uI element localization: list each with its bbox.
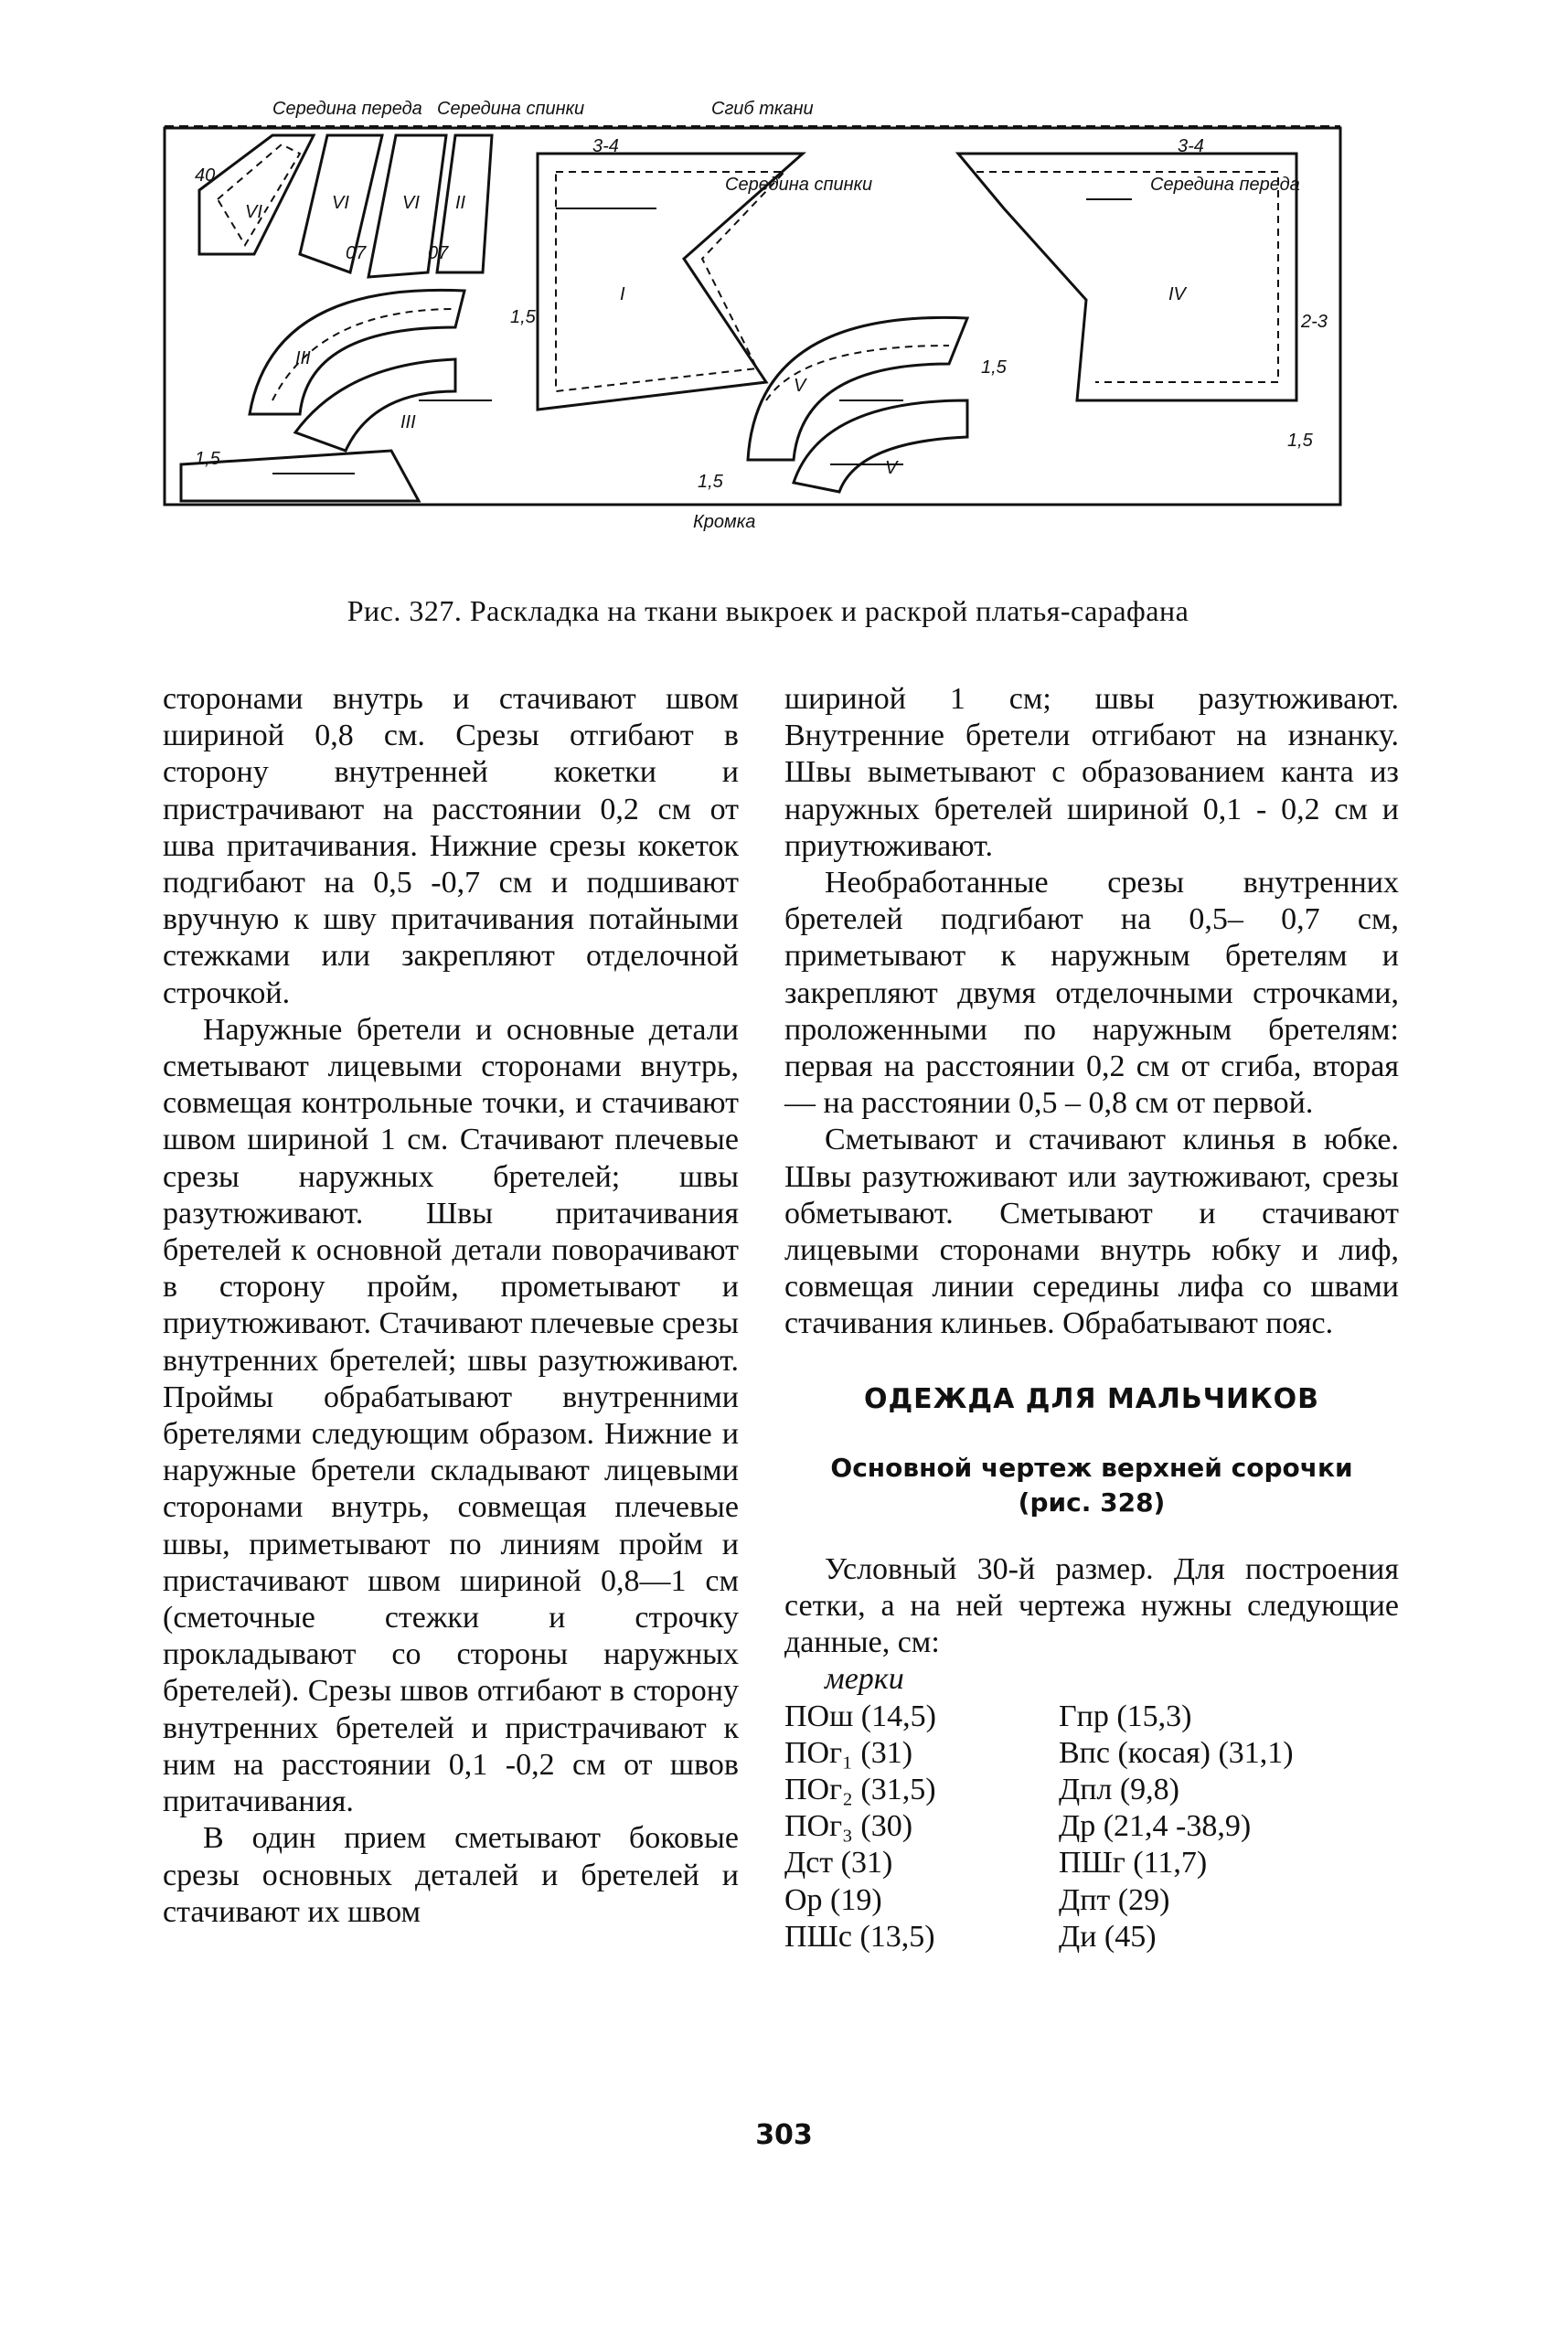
measurement: ПОш (14,5)	[784, 1699, 936, 1733]
dim-label: 2-3	[1301, 312, 1328, 332]
paragraph: Необработанные срезы внутренних бретелей подгибают на 0,5– 0,7 см, приметывают к наружным бретелям и закрепляют двумя отделочными строчками, проложенными по наружным бретелям: первая на расстоянии 0,2 см от сгиба, вторая — на расстоянии 0,5 – 0,8 см от первой.	[784, 866, 1399, 1121]
paragraph: шириной 1 см; швы разутюживают. Внутренние бретели отгибают на изнанку. Швы выметывают с образованием канта из наружных бретелей шириной 0,1 - 0,2 см и приутюживают.	[784, 682, 1399, 863]
measurement: ПОг₂ (31,5)	[784, 1773, 936, 1807]
layout-figure	[163, 99, 1342, 538]
fold-label: Сгиб ткани	[711, 99, 814, 119]
pattern-layout-drawing	[163, 99, 1342, 538]
dim-label: 1,5	[981, 357, 1007, 378]
paragraph: В один прием сметывают боковые срезы основных деталей и бретелей и стачивают их швом	[163, 1821, 739, 1929]
roman-label: III	[295, 348, 311, 368]
intro-paragraph: Условный 30-й размер. Для построения сетки, а на ней чертежа нужны следующие данные, см:	[784, 1551, 1399, 1660]
subsection-heading	[784, 1451, 1399, 1520]
piece-vi-1	[199, 135, 314, 254]
dim-label: 1,5	[195, 449, 220, 469]
edge-label: Кромка	[693, 512, 756, 532]
roman-label: V	[794, 376, 806, 396]
mid-front-label: Середина переда	[272, 99, 422, 119]
measurement: ПОг₃ (30)	[784, 1809, 913, 1844]
roman-label: IV	[1168, 284, 1186, 304]
section-heading: ОДЕЖДА ДЛЯ МАЛЬЧИКОВ	[863, 1382, 1320, 1415]
inner-back-label: Середина спинки	[725, 175, 873, 195]
measurement: Впс (косая) (31,1)	[1059, 1735, 1294, 1770]
roman-label: V	[885, 458, 898, 478]
measurement: Ди (45)	[1059, 1919, 1157, 1954]
piece-v-2	[794, 400, 967, 492]
roman-label: II	[455, 193, 466, 213]
paragraph: Наружные бретели и основные детали сметывают лицевыми сторонами внутрь, совмещая контрольные точки, и стачивают швом шириной 1 см. Стачивают плечевые срезы наружных бретелей; швы разутюживают. Швы притачивания бретелей к основной детали поворачивают в сторону пройм, прометывают и приутюживают. Стачивают плечевые срезы внутренних бретелей; швы разутюживают. Проймы обрабатывают внутренними бретелями следующим образом. Нижние и наружные бретели складывают лицевыми сторонами внутрь, совмещая плечевые швы, приметывают по линиям пройм и пристачивают швом шириной 0,8—1 см (сметочные стежки и строчку прокладывают со стороны наружных бретелей). Срезы швов отгибают в сторону внутренних бретелей и пристрачивают к ним на расстоянии 0,1 -0,2 см от швов притачивания.	[163, 1012, 739, 1819]
roman-label: VI	[402, 193, 420, 213]
dim-label: 40	[195, 165, 216, 186]
measurement: Др (21,4 -38,9)	[1059, 1809, 1252, 1844]
paragraph: Сметывают и стачивают клинья в юбке. Швы разутюживают или заутюживают, срезы обметывают. Сметывают и стачивают лицевыми сторонами внутрь юбку и лиф, совмещая линии середины лифа со швами стачивания клиньев. Обрабатывают пояс.	[784, 1123, 1399, 1341]
page-number: 303	[755, 2119, 813, 2151]
measurements-table	[784, 1699, 1399, 1955]
measurement: ПШг (11,7)	[1059, 1846, 1208, 1881]
measurement: Дст (31)	[784, 1846, 893, 1881]
dim-label: 07	[346, 243, 367, 263]
left-column	[163, 681, 739, 1931]
dim-label: 1,5	[1287, 431, 1313, 451]
figure-caption: Рис. 327. Раскладка на ткани выкроек и раскрой платья-сарафана	[347, 594, 1189, 627]
roman-label: VI	[332, 193, 349, 213]
roman-label: I	[620, 284, 625, 304]
mid-back-label: Середина спинки	[437, 99, 585, 119]
paragraph: сторонами внутрь и стачивают швом шириной 0,8 см. Срезы отгибают в сторону внутренней кокетки и пристрачивают на расстоянии 0,2 см от шва притачивания. Нижние срезы кокеток подгибают на 0,5 -0,7 см и подшивают вручную к шву притачивания потайными стежками или закрепляют отделочной строчкой.	[163, 682, 739, 1010]
measurements-label: мерки	[825, 1662, 904, 1697]
measurement: Дпт (29)	[1059, 1882, 1170, 1917]
subsection-heading-line: (рис. 328)	[1018, 1486, 1166, 1518]
dim-label: 3-4	[592, 136, 619, 156]
dim-label: 1,5	[510, 307, 536, 327]
measurement: ПШс (13,5)	[784, 1919, 935, 1954]
right-column	[784, 681, 1399, 1955]
measurement: ПОг₁ (31)	[784, 1735, 913, 1770]
measurement: Гпр (15,3)	[1059, 1699, 1192, 1733]
roman-label: VI	[245, 202, 262, 222]
inner-front-label: Середина переда	[1150, 175, 1300, 195]
dim-label: 07	[428, 243, 449, 263]
dim-label: 3-4	[1178, 136, 1204, 156]
measurement: Дпл (9,8)	[1059, 1773, 1179, 1807]
dim-label: 1,5	[698, 472, 723, 492]
piece-iii-2	[295, 359, 455, 451]
roman-label: III	[400, 412, 416, 432]
measurement: Ор (19)	[784, 1882, 882, 1917]
subsection-heading-line: Основной чертеж верхней сорочки	[830, 1452, 1353, 1483]
piece-iii-1	[250, 290, 464, 414]
